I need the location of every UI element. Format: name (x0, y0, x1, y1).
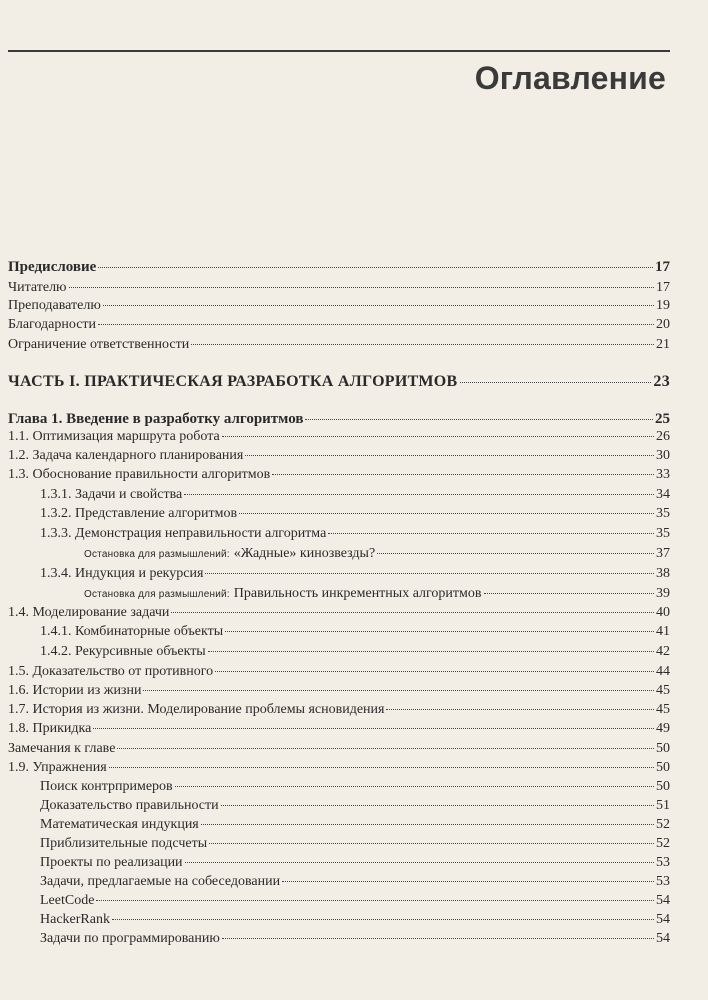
toc-entry-page: 54 (656, 893, 670, 908)
toc-entry-page: 49 (656, 721, 670, 736)
toc-entry-page: 51 (656, 798, 670, 813)
dot-leader (117, 747, 654, 749)
toc-entry-page: 40 (656, 605, 670, 620)
toc-entry-label (8, 428, 220, 446)
toc-entry[interactable] (8, 565, 670, 583)
toc-entry[interactable] (8, 797, 670, 815)
toc-entry-label (40, 486, 182, 504)
dot-leader (460, 381, 652, 383)
toc-entry-label (8, 336, 189, 354)
toc-entry-page: 21 (656, 337, 670, 352)
toc-entry-text: Благодарности (8, 317, 97, 332)
toc-entry-text: Математическая индукция (40, 817, 199, 832)
toc-entry[interactable] (8, 585, 670, 604)
dot-leader (225, 630, 654, 632)
toc-entry[interactable] (8, 682, 670, 700)
dot-leader (386, 708, 654, 710)
toc-entry[interactable] (8, 701, 670, 719)
dot-leader (69, 286, 654, 288)
dot-leader (143, 689, 654, 691)
toc-entry-page: 54 (656, 931, 670, 946)
toc-entry-text: 1.3.2. Представление алгоритмов (40, 506, 238, 521)
toc-entry-text: Приблизительные подсчеты (40, 836, 208, 851)
toc-entry-page: 50 (656, 760, 670, 775)
toc-entry-text: 1.8. Прикидка (8, 721, 92, 736)
toc-entry-page: 19 (656, 298, 670, 313)
toc-entry-page: 44 (656, 664, 670, 679)
toc-entry-page: 39 (656, 586, 670, 601)
dot-leader (93, 727, 654, 729)
toc-entry-label (8, 466, 270, 484)
toc-entry[interactable] (8, 316, 670, 334)
toc-entry-text: 1.3.4. Индукция и рекурсия (40, 566, 204, 581)
dot-leader (96, 899, 654, 901)
toc-entry[interactable] (8, 892, 670, 910)
toc-entry-page: 54 (656, 912, 670, 927)
toc-entry-text: 1.6. Истории из жизни (8, 683, 142, 698)
toc-entry-label (8, 447, 243, 465)
toc-entry-text: Правильность инкрементных алгоритмов (233, 586, 482, 601)
toc-entry-label (40, 873, 280, 891)
dot-leader (175, 785, 654, 787)
toc-entry[interactable] (8, 604, 670, 622)
toc-entry-label (40, 525, 326, 543)
toc-entry-page: 35 (656, 506, 670, 521)
toc-entry-text: Предисловие (8, 259, 97, 275)
toc-entry-page: 34 (656, 487, 670, 502)
toc-entry[interactable] (8, 930, 670, 948)
toc-entry[interactable] (8, 720, 670, 738)
toc-entry-label (8, 373, 458, 391)
toc-entry-label (40, 835, 207, 853)
toc-entry-text: Задачи, предлагаемые на собеседовании (40, 874, 281, 889)
toc-entry-label (84, 585, 482, 604)
toc-entry-label (40, 797, 219, 815)
toc-entry-text: ЧАСТЬ I. ПРАКТИЧЕСКАЯ РАЗРАБОТКА АЛГОРИТМОВ (8, 373, 458, 390)
dot-leader (103, 304, 654, 306)
dot-leader (205, 572, 654, 574)
dot-leader (185, 861, 654, 863)
toc-entry[interactable] (8, 663, 670, 681)
toc-entry-page: 25 (655, 411, 670, 427)
toc-entry[interactable] (8, 545, 670, 564)
toc-entry-label (8, 297, 101, 315)
toc-entry-page: 30 (656, 448, 670, 463)
toc-entry-text: 1.2. Задача календарного планирования (8, 448, 244, 463)
dot-leader (377, 552, 654, 554)
toc-entry-text: Преподавателю (8, 298, 101, 313)
dot-leader (484, 592, 655, 594)
toc-entry-page: 17 (656, 280, 670, 295)
toc-entry-text: 1.7. История из жизни. Моделирование проблемы ясновидения (8, 702, 385, 717)
toc-entry-label (8, 258, 96, 276)
toc-entry-text: LeetCode (40, 893, 95, 908)
dot-leader (98, 323, 654, 325)
toc-entry-label (8, 720, 91, 738)
toc-entry[interactable] (8, 835, 670, 853)
dot-leader (222, 937, 654, 939)
dot-leader (184, 493, 654, 495)
toc-entry-page: 37 (656, 546, 670, 561)
toc-entry-page: 20 (656, 317, 670, 332)
toc-entry-label (40, 854, 183, 872)
toc-entry[interactable] (8, 643, 670, 661)
toc-entry[interactable] (8, 505, 670, 523)
pause-prefix: Остановка для размышлений: (84, 589, 230, 600)
toc-entry[interactable] (8, 466, 670, 484)
dot-leader (208, 650, 654, 652)
toc-entry-label (40, 778, 173, 796)
dot-leader (222, 435, 654, 437)
dot-leader (171, 611, 654, 613)
toc-entry-page: 23 (653, 373, 670, 390)
toc-entry-label (40, 623, 223, 641)
pause-prefix: Остановка для размышлений: (84, 549, 230, 560)
toc-entry[interactable] (8, 447, 670, 465)
toc-entry-text: Замечания к главе (8, 741, 116, 756)
toc-entry-text: 1.3.1. Задачи и свойства (40, 487, 183, 502)
toc-entry-text: Поиск контрпримеров (40, 779, 173, 794)
toc-entry-page: 41 (656, 624, 670, 639)
toc-entry-text: 1.3.3. Демонстрация неправильности алгоритма (40, 526, 327, 541)
toc-entry-label (8, 316, 96, 334)
dot-leader (245, 454, 654, 456)
toc-entry-text: HackerRank (40, 912, 110, 927)
toc-entry[interactable] (8, 428, 670, 446)
toc-entry-page: 33 (656, 467, 670, 482)
toc-entry-page: 45 (656, 683, 670, 698)
toc-entry[interactable] (8, 759, 670, 777)
dot-leader (305, 418, 653, 420)
toc-entry-page: 38 (656, 566, 670, 581)
dot-leader (201, 823, 654, 825)
toc-entry-label (84, 545, 375, 564)
toc-entry-text: «Жадные» кинозвезды? (233, 546, 376, 561)
toc-entry[interactable] (8, 778, 670, 796)
toc-entry[interactable] (8, 816, 670, 834)
toc-entry[interactable] (8, 525, 670, 543)
toc-entry-text: Доказательство правильности (40, 798, 219, 813)
toc-entry-text: Задачи по программированию (40, 931, 220, 946)
toc-entry-text: Ограничение ответственности (8, 337, 190, 352)
toc-entry[interactable] (8, 258, 670, 276)
dot-leader (191, 343, 654, 345)
toc-entry-page: 45 (656, 702, 670, 717)
page-title: Оглавление (474, 60, 666, 96)
toc-entry-page: 50 (656, 741, 670, 756)
toc-entry-text: 1.4.2. Рекурсивные объекты (40, 644, 206, 659)
toc-entry-page: 52 (656, 836, 670, 851)
toc-entry[interactable] (8, 911, 670, 929)
dot-leader (215, 670, 654, 672)
dot-leader (272, 473, 654, 475)
toc-entry-label (40, 643, 206, 661)
toc-entry-text: 1.4.1. Комбинаторные объекты (40, 624, 224, 639)
toc-entry-label (40, 505, 237, 523)
toc-entry[interactable] (8, 336, 670, 354)
toc-entry[interactable] (8, 854, 670, 872)
toc-entry-text: 1.9. Упражнения (8, 760, 107, 775)
dot-leader (109, 766, 654, 768)
toc-entry[interactable] (8, 873, 670, 891)
toc-entry-label (8, 740, 115, 758)
toc-entry-page: 52 (656, 817, 670, 832)
toc-entry-text: 1.3. Обоснование правильности алгоритмов (8, 467, 271, 482)
toc-entry-text: 1.4. Моделирование задачи (8, 605, 170, 620)
toc-entry-label (40, 565, 203, 583)
dot-leader (239, 512, 654, 514)
toc-entry-label (40, 930, 220, 948)
toc-entry[interactable] (8, 373, 670, 391)
dot-leader (209, 842, 654, 844)
toc-entry-label (8, 682, 141, 700)
toc-entry-page: 17 (655, 259, 670, 275)
toc-entry[interactable] (8, 297, 670, 315)
toc-entry-page: 26 (656, 429, 670, 444)
toc-entry-page: 50 (656, 779, 670, 794)
toc-entry-label (40, 911, 110, 929)
header-rule (8, 50, 670, 52)
toc-entry-page: 35 (656, 526, 670, 541)
dot-leader (221, 804, 654, 806)
toc-entry[interactable] (8, 623, 670, 641)
dot-leader (98, 266, 653, 268)
toc-entry-label (8, 701, 384, 719)
toc-entry-label (8, 279, 67, 297)
toc-entry-label (8, 663, 213, 681)
toc-entry-text: Читателю (8, 280, 67, 295)
toc-entry-label (8, 759, 107, 777)
toc-entry-page: 53 (656, 874, 670, 889)
dot-leader (282, 880, 654, 882)
toc-entry-page: 53 (656, 855, 670, 870)
toc-entry[interactable] (8, 410, 670, 428)
toc-entry-label (8, 410, 303, 428)
toc-entry-label (8, 604, 169, 622)
toc-entry-text: Глава 1. Введение в разработку алгоритмов (8, 411, 304, 427)
dot-leader (328, 532, 654, 534)
toc-entry-text: Проекты по реализации (40, 855, 183, 870)
toc-entry-text: 1.1. Оптимизация маршрута робота (8, 429, 220, 444)
toc-entry[interactable] (8, 740, 670, 758)
toc-entry[interactable] (8, 279, 670, 297)
dot-leader (112, 918, 654, 920)
toc-entry-label (40, 816, 199, 834)
toc-entry[interactable] (8, 486, 670, 504)
toc-entry-label (40, 892, 94, 910)
toc-entry-text: 1.5. Доказательство от противного (8, 664, 214, 679)
toc-entry-page: 42 (656, 644, 670, 659)
